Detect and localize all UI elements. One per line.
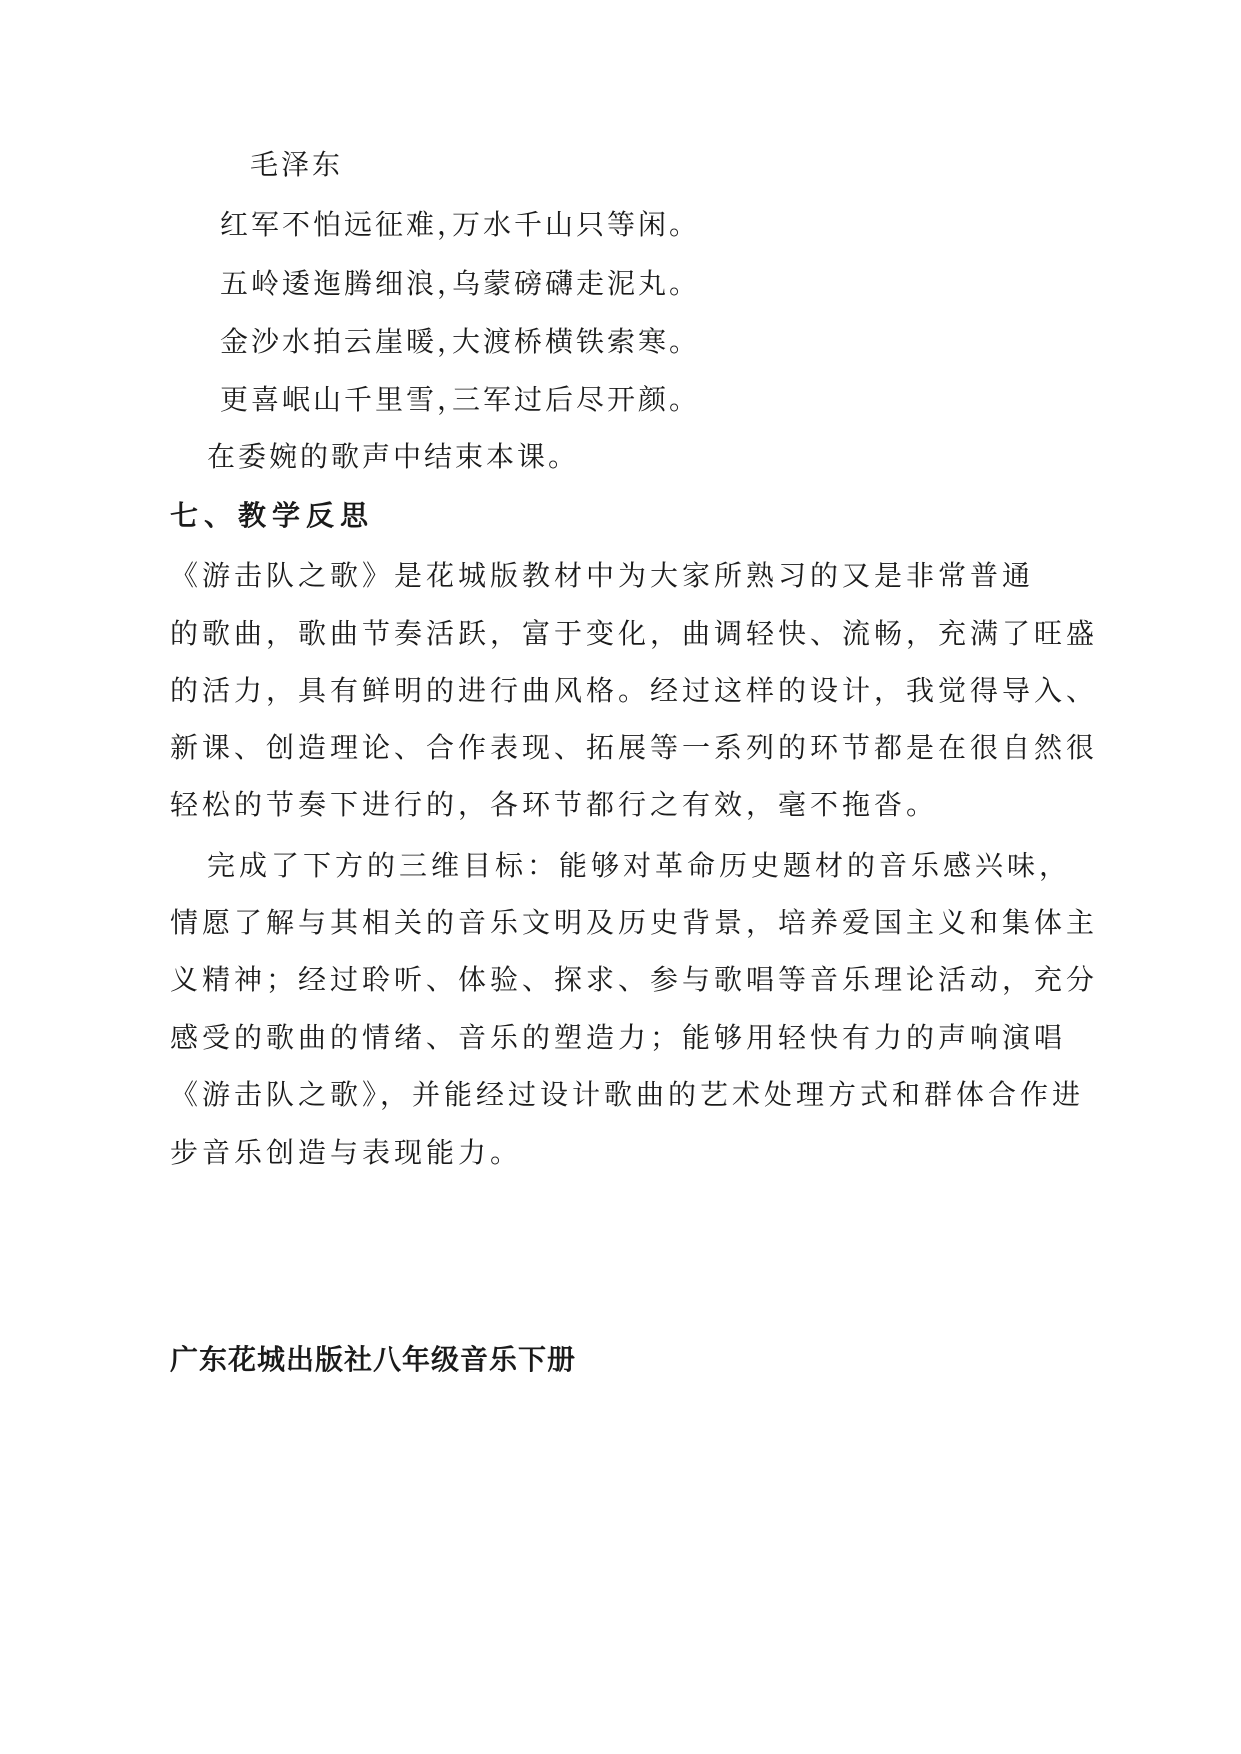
paragraph-2-line-4: 感受的歌曲的情绪、音乐的塑造力；能够用轻快有力的声响演唱 — [170, 1021, 1067, 1054]
paragraph-2-line-2: 情愿了解与其相关的音乐文明及历史背景，培养爱国主义和集体主 — [170, 906, 1099, 939]
poem-author: 毛泽东 — [250, 148, 344, 181]
paragraph-1-line-1: 《游击队之歌》是花城版教材中为大家所熟习的又是非常普通 — [170, 559, 1035, 592]
paragraph-2-line-5: 《游击队之歌》，并能经过设计歌曲的艺术处理方式和群体合作进 — [170, 1078, 1085, 1111]
poem-line-2-second: 乌蒙磅礴走泥丸。 — [452, 267, 701, 300]
section-heading: 七、教学反思 — [170, 499, 375, 532]
poem-line-2-first: 五岭逶迤腾细浪， — [220, 267, 469, 300]
poem-line-4-first: 更喜岷山千里雪， — [220, 383, 469, 416]
paragraph-1-line-2: 的歌曲，歌曲节奏活跃，富于变化，曲调轻快、流畅，充满了旺盛 — [170, 617, 1099, 650]
poem-line-3-first: 金沙水拍云崖暖， — [220, 325, 469, 358]
paragraph-2-line-1: 完成了下方的三维目标：能够对革命历史题材的音乐感兴味， — [207, 849, 1072, 882]
poem-closing: 在委婉的歌声中结束本课。 — [207, 440, 580, 473]
poem-line-1-first: 红军不怕远征难， — [220, 208, 469, 241]
poem-line-3-second: 大渡桥横铁索寒。 — [452, 325, 701, 358]
footer-title: 广东花城出版社八年级音乐下册 — [170, 1343, 577, 1376]
paragraph-2-line-3: 义精神；经过聆听、体验、探求、参与歌唱等音乐理论活动，充分 — [170, 963, 1099, 996]
poem-line-4-second: 三军过后尽开颜。 — [452, 383, 701, 416]
poem-line-1-second: 万水千山只等闲。 — [452, 208, 701, 241]
paragraph-1-line-4: 新课、创造理论、合作表现、拓展等一系列的环节都是在很自然很 — [170, 731, 1099, 764]
paragraph-1-line-3: 的活力，具有鲜明的进行曲风格。经过这样的设计，我觉得导入、 — [170, 674, 1099, 707]
paragraph-1-line-5: 轻松的节奏下进行的，各环节都行之有效，毫不拖沓。 — [170, 788, 939, 821]
paragraph-2-line-6: 步音乐创造与表现能力。 — [170, 1136, 523, 1169]
